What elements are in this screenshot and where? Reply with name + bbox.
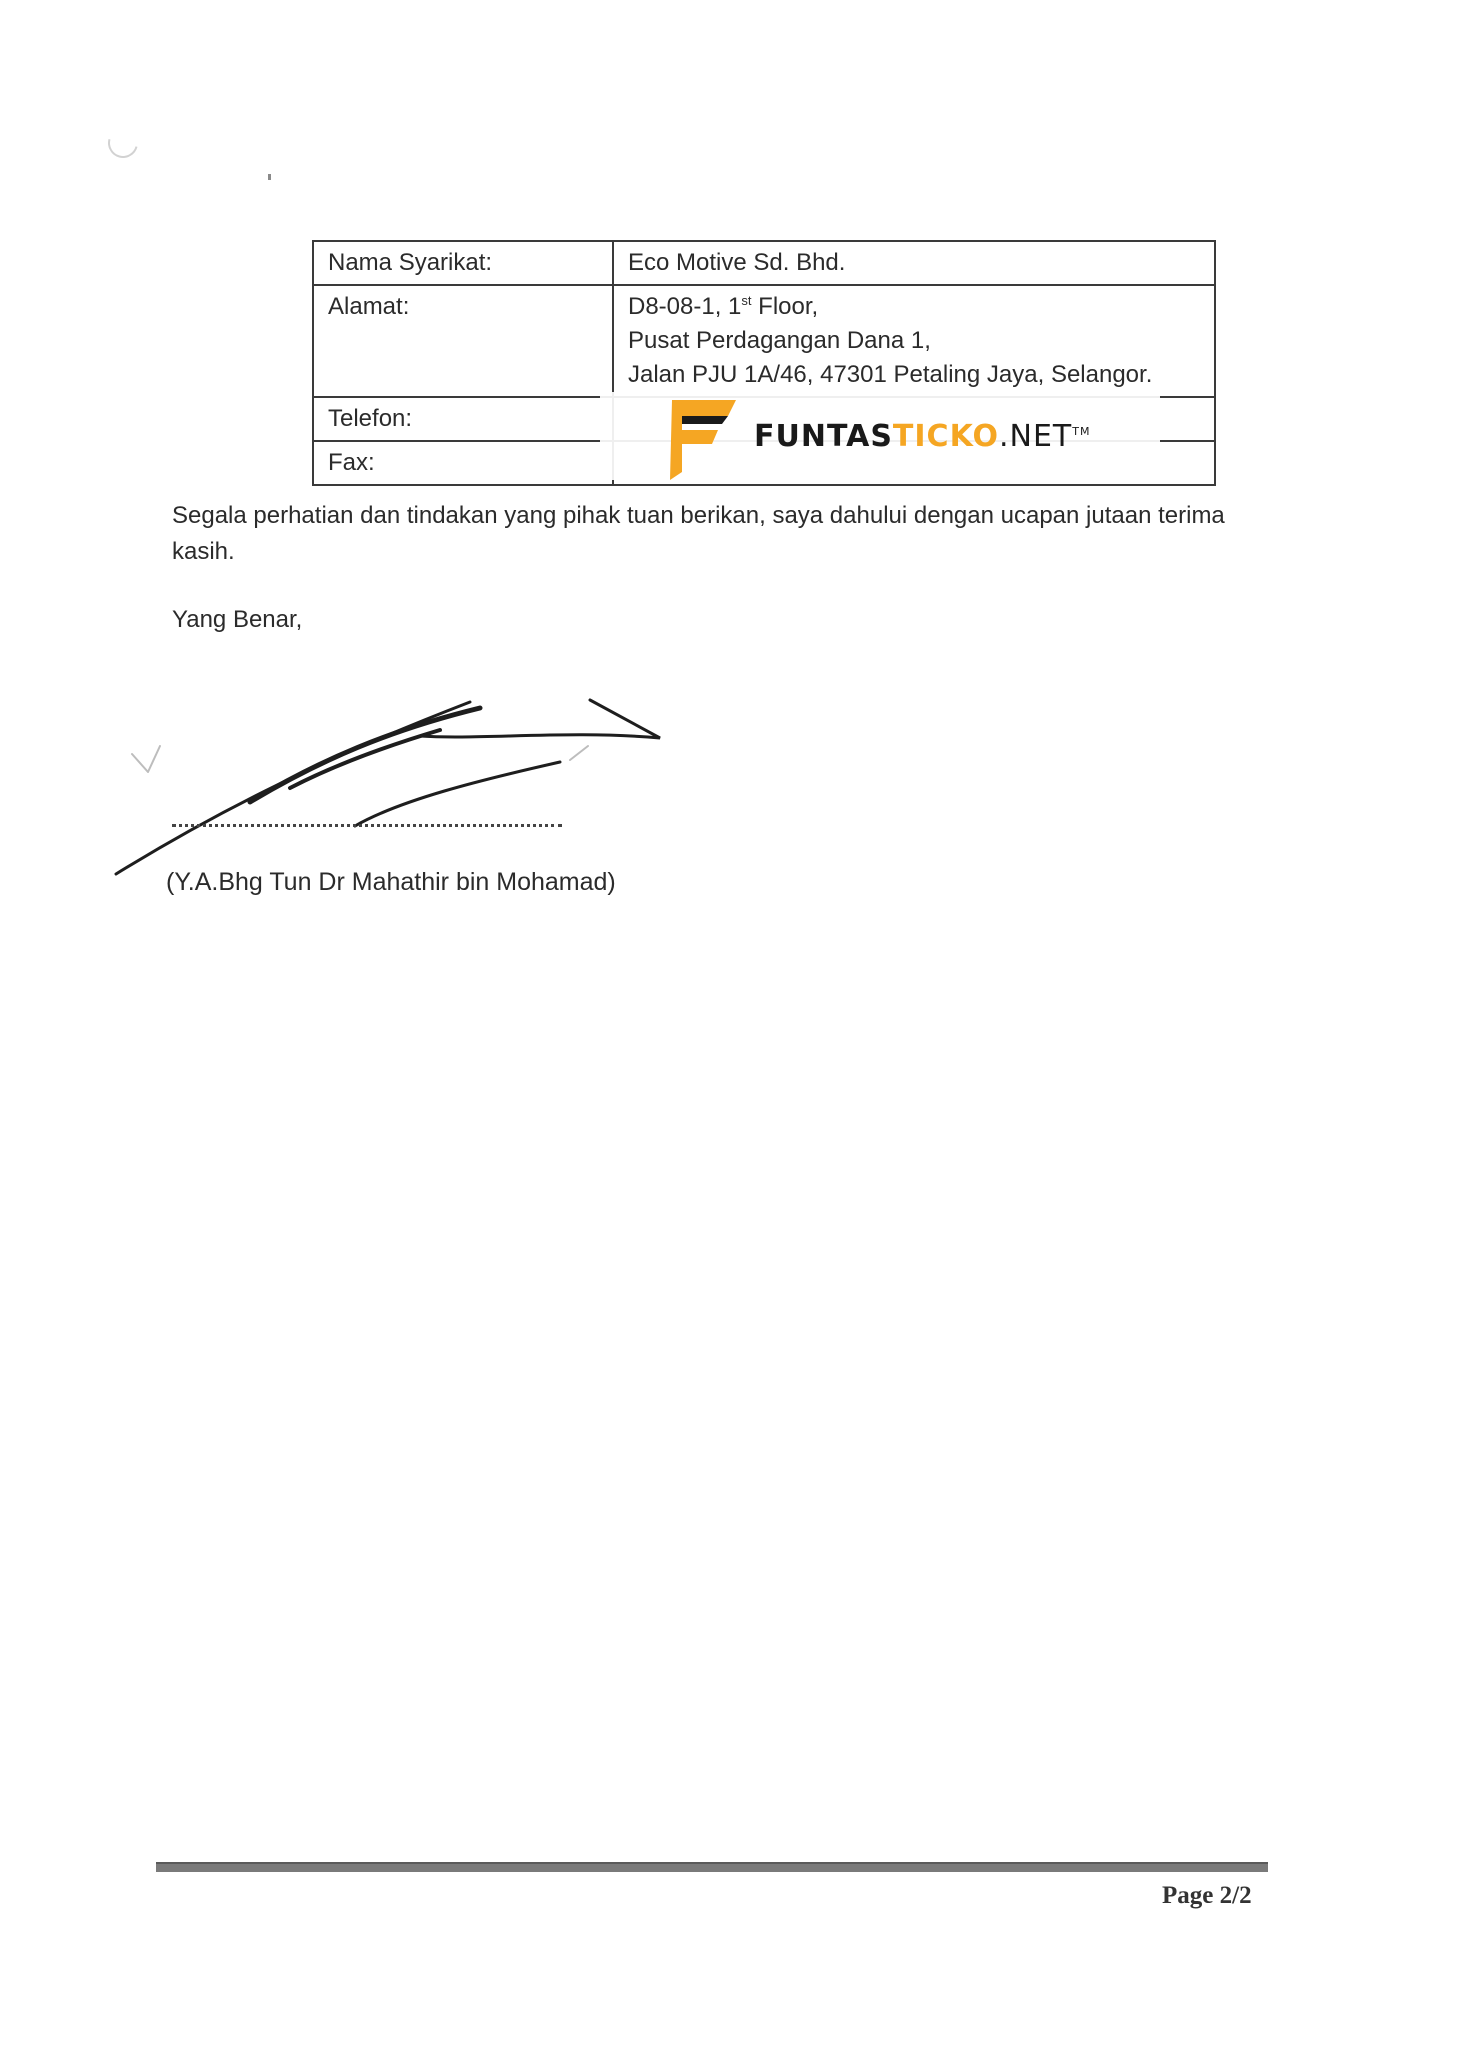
address-line-1-rest: Floor, — [751, 293, 819, 320]
address-line-1-main: D8-08-1, 1 — [628, 293, 742, 320]
closing-paragraph: Segala perhatian dan tindakan yang pihak tuan berikan, saya dahului dengan ucapan jutaan terima kasih. — [172, 502, 1225, 565]
page-number: Page 2/2 — [1162, 1882, 1252, 1909]
footer-rule — [156, 1862, 1268, 1872]
table-row — [313, 285, 1215, 397]
company-name-label: Nama Syarikat: — [313, 241, 613, 285]
watermark-trademark: TM — [1072, 424, 1091, 438]
address-ordinal: st — [741, 293, 752, 308]
watermark-text-accent: TICKO — [892, 418, 999, 454]
company-name-value: Eco Motive Sd. Bhd. — [613, 241, 1215, 285]
watermark-text-net: .NET — [998, 418, 1073, 454]
watermark — [600, 392, 1160, 480]
scan-artifact-mark — [103, 123, 144, 164]
signature-line — [172, 824, 562, 827]
watermark-logo-icon — [662, 392, 740, 480]
scan-artifact-dot — [268, 174, 271, 180]
phone-label: Telefon: — [313, 397, 613, 441]
signer-name: (Y.A.Bhg Tun Dr Mahathir bin Mohamad) — [166, 868, 616, 896]
table-row — [313, 241, 1215, 285]
watermark-text-part1: FUNTAS — [754, 418, 893, 454]
valediction: Yang Benar, — [172, 606, 303, 633]
address-line-2: Pusat Perdagangan Dana 1, — [628, 327, 931, 354]
address-value — [613, 285, 1215, 397]
fax-label: Fax: — [313, 441, 613, 485]
address-label: Alamat: — [313, 285, 613, 397]
address-line-1 — [628, 290, 1200, 324]
address-line-3: Jalan PJU 1A/46, 47301 Petaling Jaya, Selangor. — [628, 361, 1153, 388]
handwritten-signature — [100, 680, 700, 890]
watermark-text — [754, 419, 1090, 454]
